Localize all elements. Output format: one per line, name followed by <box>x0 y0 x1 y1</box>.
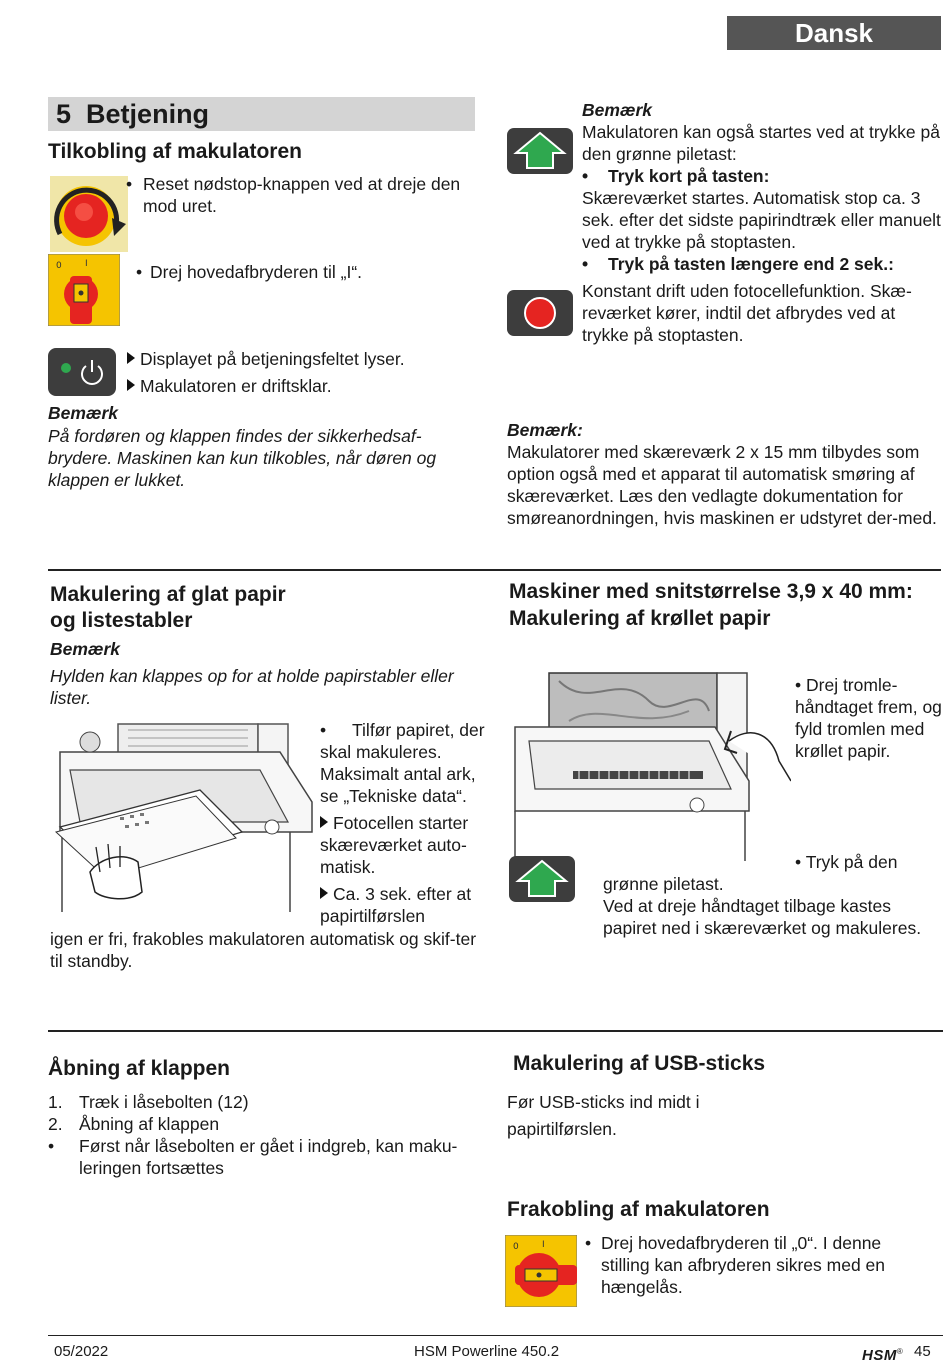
connect-note-heading: Bemærk <box>48 403 119 423</box>
red-stop-key-icon <box>507 290 573 336</box>
flap-step-item: 1. Træk i låsebolten (12) <box>48 1092 249 1112</box>
crumpled-title-line-1: Maskiner med snitstørrelse 3,9 x 40 mm: <box>509 580 913 603</box>
main-switch-on-image <box>48 254 120 326</box>
start-note-intro: Makulatoren kan også startes ved at trykke på den grønne piletast: <box>582 122 940 164</box>
smooth-result-2-end: igen er fri, frakobles makulatoren automatisk og skif-ter til standby. <box>50 929 477 971</box>
drum-handle-illustration <box>509 671 791 861</box>
chapter-title: Betjening <box>86 99 210 129</box>
start-note-heading: Bemærk <box>582 100 653 120</box>
flap-step-item: • Først når låsebolten er gået i indgreb, kan maku-leringen fortsættes <box>48 1136 458 1178</box>
paper-feed-illustration <box>50 722 316 912</box>
switch-label-on: I <box>85 259 88 269</box>
smooth-title-line-1: Makulering af glat papir <box>50 583 286 606</box>
connect-note-text: På fordøren og klappen findes der sikkerhedsaf-brydere. Maskinen kan kun tilkobles, når døren og klappen er lukket. <box>48 426 437 490</box>
footer-divider <box>48 1335 943 1336</box>
lubrication-note-heading: Bemærk: <box>507 420 583 440</box>
lubrication-note-text: Makulatorer med skæreværk 2 x 15 mm tilbydes som option også med et apparat til automatisk smøring af skæreværket. Læs den vedlagte dokumentation for smøreanordningen, hvis maskinen er udstyret der-med. <box>507 442 937 528</box>
connect-result-2: Makulatoren er driftsklar. <box>127 375 332 397</box>
svg-text:0: 0 <box>513 1242 519 1252</box>
crumpled-step-2-middle: grønne piletast. <box>603 874 724 894</box>
crumpled-title-line-2: Makulering af krøllet papir <box>509 607 771 630</box>
language-tab: Dansk <box>727 16 941 50</box>
connect-title: Tilkobling af makulatoren <box>48 140 302 163</box>
smooth-note-heading: Bemærk <box>50 639 121 659</box>
disconnect-title: Frakobling af makulatoren <box>507 1198 770 1221</box>
green-arrow-key-icon-2 <box>509 856 575 902</box>
flap-step-item: 2. Åbning af klappen <box>48 1114 220 1134</box>
power-indicator-icon <box>48 348 116 396</box>
short-press-title: • Tryk kort på tasten: <box>582 166 770 186</box>
flap-title: Åbning af klappen <box>48 1057 231 1080</box>
svg-text:I: I <box>542 1240 545 1250</box>
footer-brand-logo: HSM® <box>862 1347 903 1364</box>
short-press-text: Skæreværket startes. Automatisk stop ca. 3 sek. efter det sidste papirindtræk eller manuelt ved at trykke på stoptasten. <box>582 188 941 252</box>
smooth-result-1: Fotocellen starter skæreværket auto-matisk. <box>320 813 469 877</box>
section-divider-1 <box>48 569 941 571</box>
smooth-step: • Tilfør papiret, der skal makuleres. Maksimalt antal ark, se „Tekniske data“. <box>320 720 485 806</box>
footer-product: HSM Powerline 450.2 <box>414 1343 560 1360</box>
disconnect-step: • Drej hovedafbryderen til „0“. I denne stilling kan afbryderen sikres med en hængelås. <box>585 1233 886 1297</box>
smooth-note-text: Hylden kan klappes op for at holde papirstabler eller lister. <box>50 666 454 708</box>
long-press-text: Konstant drift uden fotocellefunktion. Skæ-reværket kører, indtil det afbrydes ved at trykke på stoptasten. <box>582 281 912 345</box>
usb-text-line-1: Før USB-sticks ind midt i <box>507 1092 700 1112</box>
usb-text-line-2: papirtilførslen. <box>507 1119 617 1139</box>
crumpled-step-1: • Drej tromle-håndtaget frem, og fyld tromlen med krøllet papir. <box>795 675 942 761</box>
footer-date: 05/2022 <box>54 1343 109 1360</box>
crumpled-step-2-start: • Tryk på den <box>795 852 898 872</box>
long-press-title: • Tryk på tasten længere end 2 sek.: <box>582 254 894 274</box>
crumpled-step-2-end: Ved at dreje håndtaget tilbage kastes papiret ned i skæreværket og makuleres. <box>603 896 922 938</box>
smooth-result-2-start: Ca. 3 sek. efter at papirtilførslen <box>320 884 472 926</box>
usb-title: Makulering af USB-sticks <box>513 1052 766 1075</box>
switch-label-off: 0 <box>56 261 62 271</box>
connect-step-1: • Reset nødstop-knappen ved at dreje den mod uret. <box>126 174 461 216</box>
smooth-title-line-2: og listestabler <box>50 609 193 632</box>
emergency-stop-image <box>50 176 128 252</box>
chapter-heading <box>48 97 475 131</box>
chapter-number: 5 <box>56 99 72 129</box>
green-arrow-key-icon <box>507 128 573 174</box>
section-divider-2 <box>48 1030 943 1032</box>
flap-steps-list <box>48 1091 480 1179</box>
connect-result-1: Displayet på betjeningsfeltet lyser. <box>127 348 405 370</box>
connect-step-2: • Drej hovedafbryderen til „I“. <box>136 262 363 282</box>
footer-page-number: 45 <box>914 1343 931 1360</box>
main-switch-off-image <box>505 1235 577 1307</box>
